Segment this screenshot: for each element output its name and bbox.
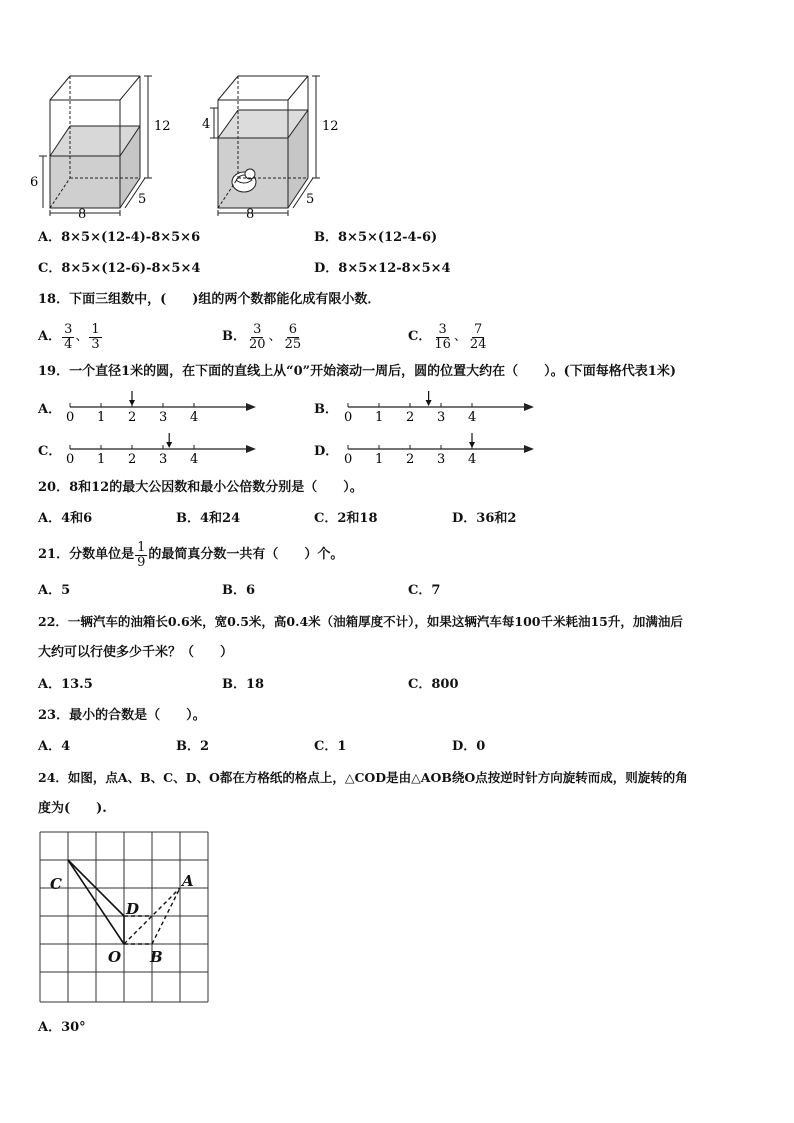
point-a-label: A <box>182 872 194 890</box>
q18-option-c[interactable]: C． $\frac{3}{16}$ 、 $\frac{7}{24}$ <box>408 321 487 352</box>
tick-label: 0 <box>344 452 353 467</box>
tick-label: 3 <box>159 452 168 467</box>
tick-label: 4 <box>190 410 199 425</box>
axis-arrowhead-icon <box>246 403 256 411</box>
tick-label: 4 <box>468 452 477 467</box>
label-6: 6 <box>30 175 39 190</box>
q17-option-b[interactable]: B．8×5×(12-4-6) <box>314 230 438 245</box>
q21-option-a[interactable]: A．5 <box>38 583 71 598</box>
q21-option-b[interactable]: B．6 <box>222 583 256 598</box>
q24-grid-figure <box>38 830 214 1006</box>
q20-option-c[interactable]: C．2和18 <box>314 511 378 526</box>
position-arrow-icon <box>166 433 172 448</box>
q17-option-d[interactable]: D．8×5×12-8×5×4 <box>314 261 451 276</box>
q20-stem: 20．8和12的最大公因数和最小公倍数分别是（ ）。 <box>38 480 363 495</box>
tick-label: 4 <box>190 452 199 467</box>
q20-option-b[interactable]: B．4和24 <box>176 511 241 526</box>
q24-stem-line2: 度为( ). <box>38 801 107 816</box>
q19-option-d-letter[interactable]: D． <box>314 444 339 459</box>
axis-arrowhead-icon <box>524 403 534 411</box>
q23-stem: 23．最小的合数是（ ）。 <box>38 708 206 723</box>
q21-option-c[interactable]: C．7 <box>408 583 441 598</box>
tick-label: 2 <box>406 410 415 425</box>
position-arrow-icon <box>129 391 135 406</box>
tick-label: 3 <box>437 452 446 467</box>
tick-label: 3 <box>437 410 446 425</box>
q17-box1-length-label: 8 <box>78 207 87 222</box>
tick-label: 1 <box>375 410 384 425</box>
q18-option-a[interactable]: A． $\frac{3}{4}$ 、 $\frac{1}{3}$ <box>38 321 100 352</box>
axis-arrowhead-icon <box>524 445 534 453</box>
fraction: $\frac{7}{24}$ <box>469 321 487 352</box>
tick-label: 1 <box>97 410 106 425</box>
q19-number-line-a[interactable] <box>62 390 262 428</box>
water-front-face <box>50 156 120 208</box>
q21-stem: 21．分数单位是 $\frac{1}{9}$ 的最简真分数一共有（ ）个。 <box>38 539 344 570</box>
tick-label: 2 <box>128 410 137 425</box>
q19-option-c-letter[interactable]: C． <box>38 444 62 459</box>
q17-option-c[interactable]: C．8×5×(12-6)-8×5×4 <box>38 261 201 276</box>
tick-label: 4 <box>468 410 477 425</box>
tick-label: 1 <box>375 452 384 467</box>
q19-number-line-d[interactable] <box>340 432 540 470</box>
label-12: 12 <box>154 119 171 134</box>
q24-option-a[interactable]: A．30° <box>38 1020 86 1035</box>
axis-arrowhead-icon <box>246 445 256 453</box>
fraction: $\frac{6}{25}$ <box>284 321 302 352</box>
tick-label: 0 <box>66 452 75 467</box>
fraction: $\frac{3}{16}$ <box>434 321 451 352</box>
position-arrow-icon <box>426 391 432 406</box>
point-c-label: C <box>50 875 62 893</box>
tick-label: 2 <box>128 452 137 467</box>
q23-option-d[interactable]: D．0 <box>452 739 486 754</box>
fraction: $\frac{1}{9}$ <box>137 539 146 570</box>
tick-label: 0 <box>344 410 353 425</box>
q19-option-a-letter[interactable]: A． <box>38 402 62 417</box>
tick-label: 3 <box>159 410 168 425</box>
q22-option-a[interactable]: A．13.5 <box>38 677 93 692</box>
q23-option-c[interactable]: C．1 <box>314 739 347 754</box>
label-5: 5 <box>138 192 147 207</box>
q18-stem: 18．下面三组数中，( )组的两个数都能化成有限小数． <box>38 292 381 307</box>
q17-box2-length-label: 8 <box>246 207 255 222</box>
q23-option-b[interactable]: B．2 <box>176 739 210 754</box>
q17-box2-figure <box>200 68 350 218</box>
q20-option-a[interactable]: A．4和6 <box>38 511 93 526</box>
q22-option-c[interactable]: C．800 <box>408 677 459 692</box>
position-arrow-icon <box>469 433 475 448</box>
fraction: $\frac{1}{3}$ <box>91 321 100 352</box>
tick-label: 0 <box>66 410 75 425</box>
q17-option-a[interactable]: A．8×5×(12-4)-8×5×6 <box>38 230 201 245</box>
q22-stem-line2: 大约可以行使多少千米？（ ） <box>38 645 234 660</box>
point-b-label: B <box>150 948 163 966</box>
q23-option-a[interactable]: A．4 <box>38 739 71 754</box>
tick-label: 1 <box>97 452 106 467</box>
label-12: 12 <box>322 119 339 134</box>
point-d-label: D <box>126 900 140 918</box>
q22-stem-line1: 22．一辆汽车的油箱长0.6米，宽0.5米，高0.4米（油箱厚度不计），如果这辆汽车每100千米耗油15升，加满油后 <box>38 614 683 629</box>
q19-number-line-c[interactable] <box>62 432 262 470</box>
q17-box1-figure <box>30 68 180 218</box>
q22-option-b[interactable]: B．18 <box>222 677 265 692</box>
tick-label: 2 <box>406 452 415 467</box>
point-o-label: O <box>108 948 122 966</box>
q19-stem: 19．一个直径1米的圆，在下面的直线上从“0”开始滚动一周后，圆的位置大约在（ ）。(下面每格代表1米) <box>38 364 676 379</box>
q19-option-b-letter[interactable]: B． <box>314 402 338 417</box>
fraction: $\frac{3}{20}$ <box>249 321 266 352</box>
q24-stem-line1: 24．如图，点A、B、C、D、O都在方格纸的格点上，△COD是由△AOB绕O点按逆时针方向旋转而成，则旋转的角 <box>38 770 688 785</box>
label-4: 4 <box>202 117 211 132</box>
fraction: $\frac{3}{4}$ <box>64 321 73 352</box>
q18-option-b[interactable]: B． $\frac{3}{20}$ 、 $\frac{6}{25}$ <box>222 321 302 352</box>
q20-option-d[interactable]: D．36和2 <box>452 511 517 526</box>
q19-number-line-b[interactable] <box>340 390 540 428</box>
label-5: 5 <box>306 192 315 207</box>
